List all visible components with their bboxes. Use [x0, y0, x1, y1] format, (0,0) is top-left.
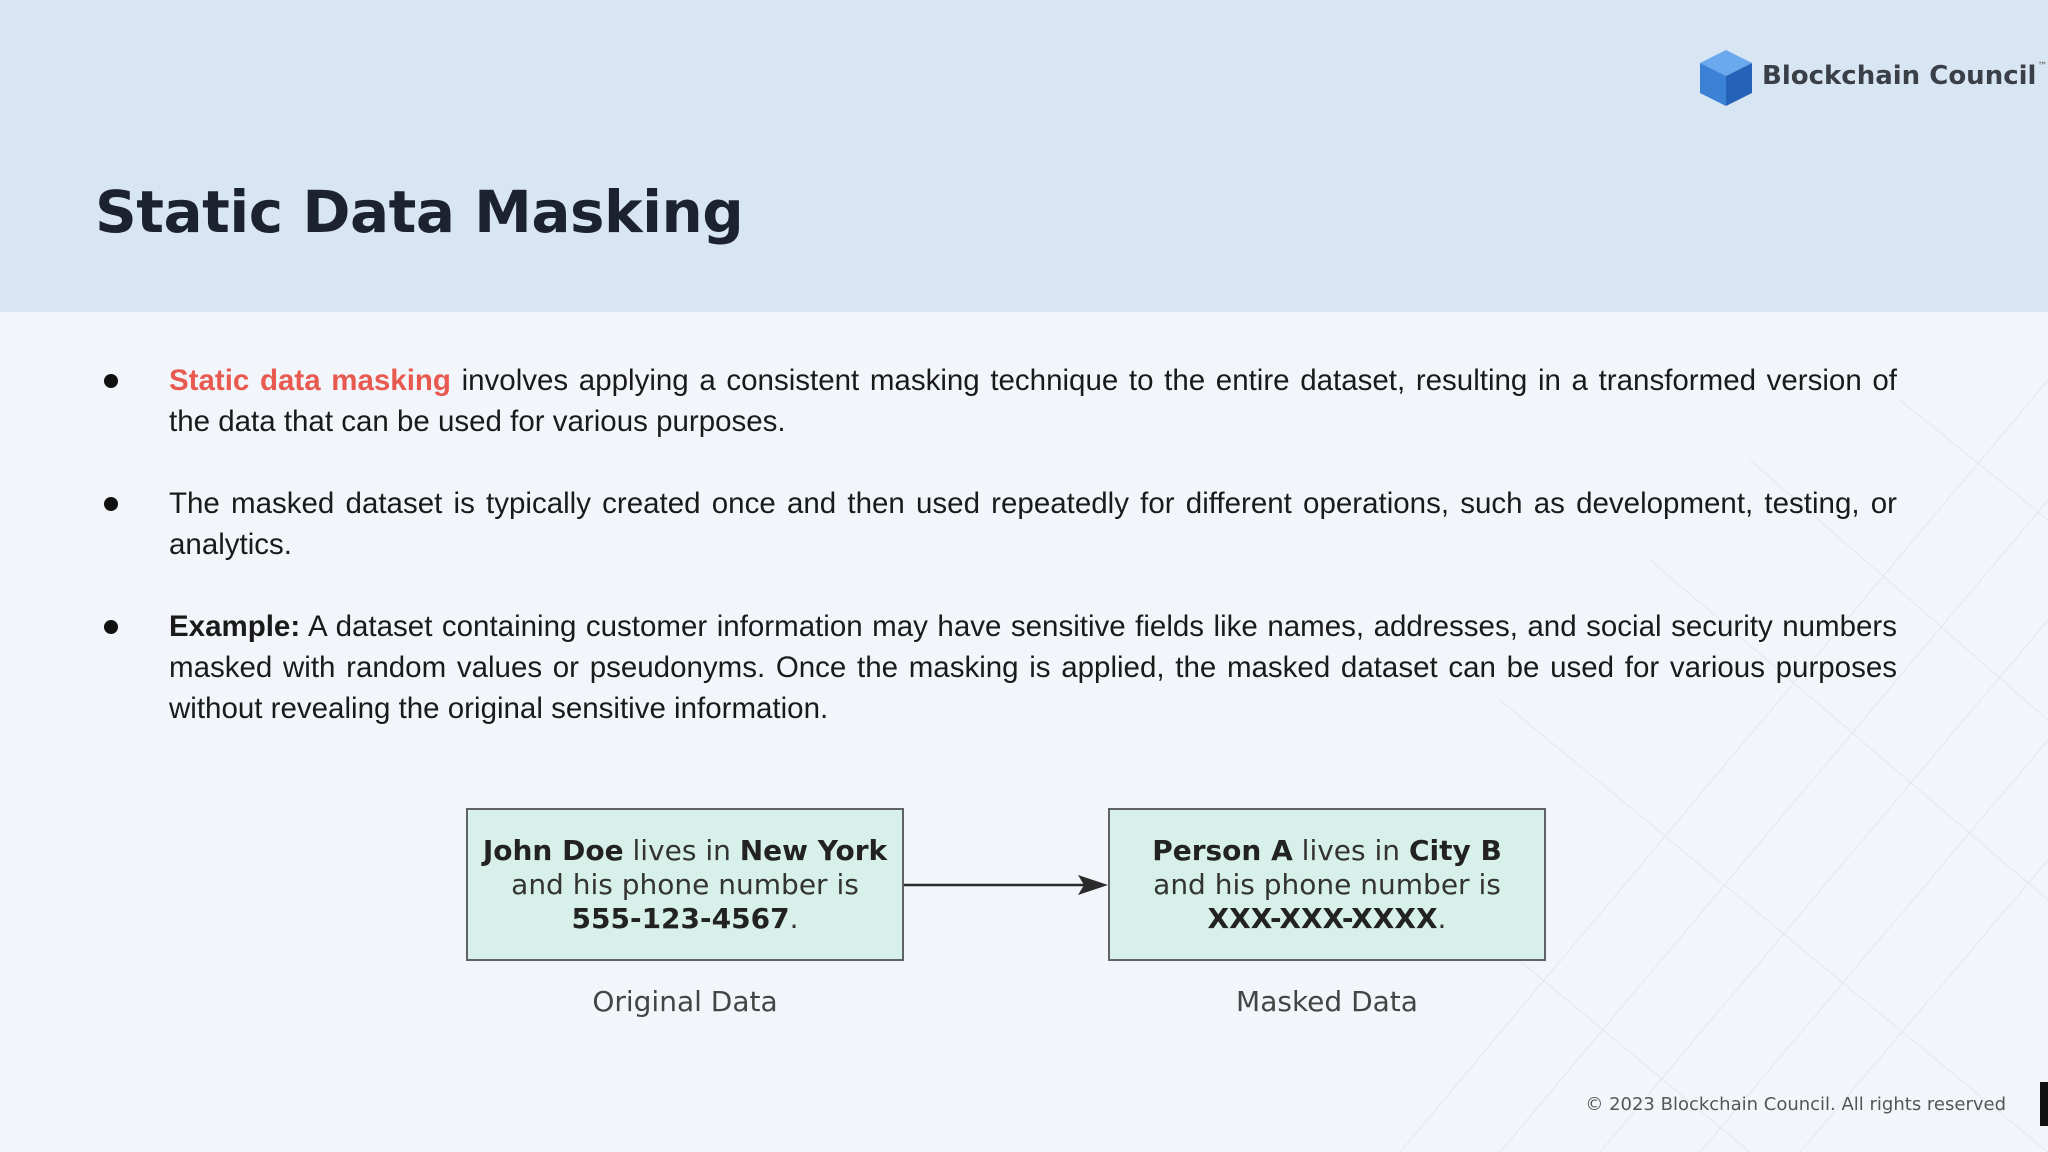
- masked-data-caption: Masked Data: [1236, 985, 1418, 1018]
- logo-text: Blockchain Council™: [1762, 61, 2048, 91]
- slide-title: Static Data Masking: [95, 178, 744, 246]
- edge-marker: [2040, 1082, 2048, 1126]
- original-data-caption: Original Data: [592, 985, 778, 1018]
- original-data-box: John Doe lives in New York and his phone number is 555-123-4567.: [466, 808, 904, 961]
- example-label: Example:: [169, 610, 301, 643]
- arrow-icon: [904, 870, 1110, 900]
- masked-data-box: Person A lives in City B and his phone number is XXX-XXX-XXXX.: [1108, 808, 1546, 961]
- bullet-text: Static data masking involves applying a consistent masking technique to the entire dataset, resulting in a transformed version of the data that can be used for various purposes.: [169, 364, 1897, 438]
- bullet-text: Example: A dataset containing customer information may have sensitive fields like names, addresses, and social security numbers masked with random values or pseudonyms. Once the masking is applied, the masked dataset can be used for various purposes without revealing the original sensitive information.: [169, 610, 1897, 725]
- bullet-text: The masked dataset is typically created once and then used repeatedly for different operations, such as development, testing, or analytics.: [169, 487, 1897, 561]
- copyright-footer: © 2023 Blockchain Council. All rights reserved: [1585, 1094, 2006, 1115]
- highlight-term: Static data masking: [169, 364, 451, 397]
